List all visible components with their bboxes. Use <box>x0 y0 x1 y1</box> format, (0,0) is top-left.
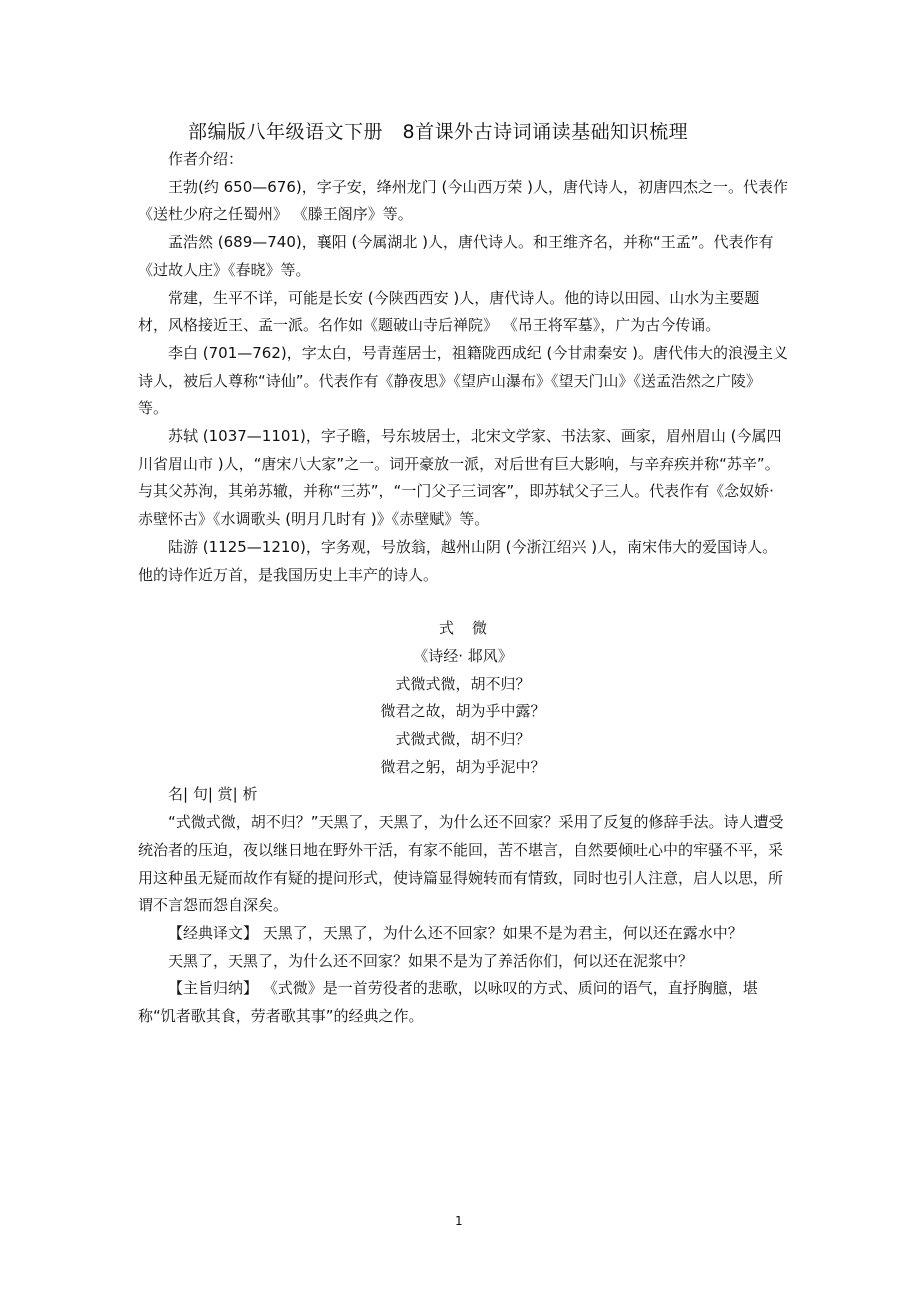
author-lu-you: 陆游 (1125—1210)，字务观，号放翁，越州山阴 (今浙江绍兴 )人，南宋伟大的爱国诗人。他的诗作近万首，是我国历史上丰产的诗人。 <box>138 537 778 584</box>
intro-heading: 作者介绍： <box>168 150 244 168</box>
theme-paragraph <box>138 975 788 1030</box>
translation-paragraph <box>138 920 788 948</box>
poem-line: 微君之故，胡为乎中露？ <box>380 702 546 721</box>
poem-source: 《诗经· 邶风》 <box>413 646 513 665</box>
poem-line: 微君之躬，胡为乎泥中？ <box>380 757 546 776</box>
theme-text: 《式微》是一首劳役者的悲歌，以咏叹的方式、质问的语气，直抒胸臆，堪称“饥者歌其食，劳者歌其事”的经典之作。 <box>138 979 758 1026</box>
translation-text: 天黑了，天黑了，为什么还不回家？如果不是为君主，何以还在露水中？ <box>262 923 743 942</box>
author-li-bai: 李白 (701—762)，字太白，号青莲居士，祖籍陇西成纪 (今甘肃秦安 )。唐代伟大的浪漫主义诗人，被后人尊称“诗仙”。代表作有《静夜思》《望庐山瀑布》《望天门山》《送孟浩然之广陵》等。 <box>138 343 788 418</box>
analysis-heading: 名| 句| 赏| 析 <box>168 785 258 804</box>
page-number: 1 <box>455 1214 463 1228</box>
page-title: 部编版八年级语文下册 8首课外古诗词诵读基础知识梳理 <box>188 121 689 143</box>
poem-line: 式微式微，胡不归？ <box>395 674 531 693</box>
poem-title: 式微 <box>438 619 505 638</box>
document-body <box>138 146 788 1031</box>
section-gap <box>138 589 788 615</box>
theme-label: 【主旨归纳】 <box>168 979 259 998</box>
translation-text-2: 天黑了，天黑了，为什么还不回家？如果不是为了养活你们，何以还在泥浆中？ <box>168 951 694 970</box>
translation-label: 【经典译文】 <box>168 923 259 942</box>
author-wang-bo: 王勃(约 650—676)，字子安，绛州龙门 (今山西万荣 )人，唐代诗人，初唐四杰之一。代表作《送杜少府之任蜀州》 《滕王阁序》等。 <box>138 177 788 224</box>
poem-line: 式微式微，胡不归？ <box>395 730 531 749</box>
author-su-shi: 苏轼 (1037—1101)，字子瞻，号东坡居士，北宋文学家、书法家、画家，眉州眉山 (今属四川省眉山市 )人，“唐宋八大家”之一。词开豪放一派，对后世有巨大影响，与辛弃疾并称“苏辛”。与其父苏洵，其弟苏辙，并称“三苏”，“一门父子三词客”，即苏轼父子三人。代表作有《念奴娇· 赤壁怀古》《水调歌头 (明月几时有 )》《赤壁赋》等。 <box>138 427 782 529</box>
analysis-text: “式微式微，胡不归？”天黑了，天黑了，为什么还不回家？采用了反复的修辞手法。诗人遭受统治者的压迫，夜以继日地在野外干活，有家不能回，苦不堪言，自然要倾吐心中的牢骚不平，采用这种虽无疑而故作有疑的提问形式，使诗篇显得婉转而有情致，同时也引人注意，启人以思，所谓不言怨而怨自深矣。 <box>138 813 784 915</box>
author-chang-jian: 常建，生平不详，可能是长安 (今陕西西安 )人，唐代诗人。他的诗以田园、山水为主要题材，风格接近王、孟一派。名作如《题破山寺后禅院》 《吊王将军墓》，广为古今传诵。 <box>138 288 760 335</box>
poem-block <box>138 615 788 781</box>
author-meng-haoran: 孟浩然 (689—740)，襄阳 (今属湖北 )人，唐代诗人。和王维齐名，并称“王孟”。代表作有《过故人庄》《春晓》等。 <box>138 233 774 279</box>
